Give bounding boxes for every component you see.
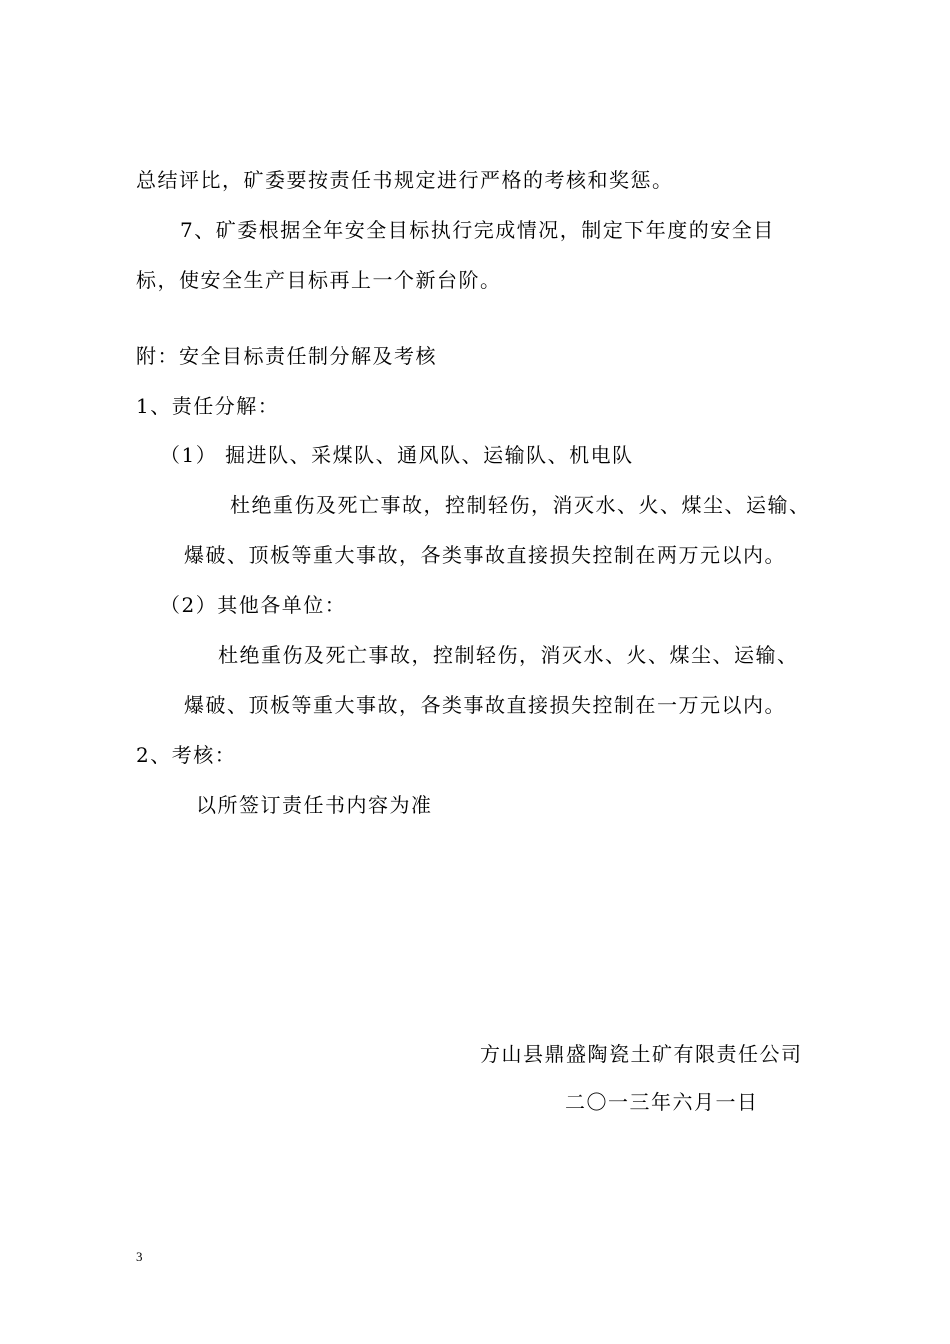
subsection-1-title: （1） 掘进队、采煤队、通风队、运输队、机电队 bbox=[160, 443, 634, 467]
subsection-1-line-1: 杜绝重伤及死亡事故，控制轻伤，消灭水、火、煤尘、运输、 bbox=[230, 493, 811, 517]
signature-date: 二〇一三年六月一日 bbox=[565, 1090, 759, 1114]
subsection-2-title: （2）其他各单位： bbox=[160, 593, 347, 617]
subsection-1-line-2: 爆破、顶板等重大事故，各类事故直接损失控制在两万元以内。 bbox=[184, 543, 786, 567]
paragraph-7-line-1: 7、矿委根据全年安全目标执行完成情况，制定下年度的安全目 bbox=[180, 218, 775, 242]
subsection-2-line-2: 爆破、顶板等重大事故，各类事故直接损失控制在一万元以内。 bbox=[184, 693, 786, 717]
page-number: 3 bbox=[136, 1249, 143, 1264]
appendix-title: 附：安全目标责任制分解及考核 bbox=[136, 344, 437, 368]
paragraph-6-continuation: 总结评比，矿委要按责任书规定进行严格的考核和奖惩。 bbox=[136, 168, 674, 192]
paragraph-7-line-2: 标，使安全生产目标再上一个新台阶。 bbox=[136, 268, 502, 292]
subsection-2-line-1: 杜绝重伤及死亡事故，控制轻伤，消灭水、火、煤尘、运输、 bbox=[218, 643, 799, 667]
signature-company: 方山县鼎盛陶瓷土矿有限责任公司 bbox=[480, 1042, 803, 1066]
section-2-body: 以所签订责任书内容为准 bbox=[196, 793, 433, 817]
section-1-title: 1、责任分解： bbox=[136, 394, 280, 418]
section-2-title: 2、考核： bbox=[136, 743, 237, 767]
